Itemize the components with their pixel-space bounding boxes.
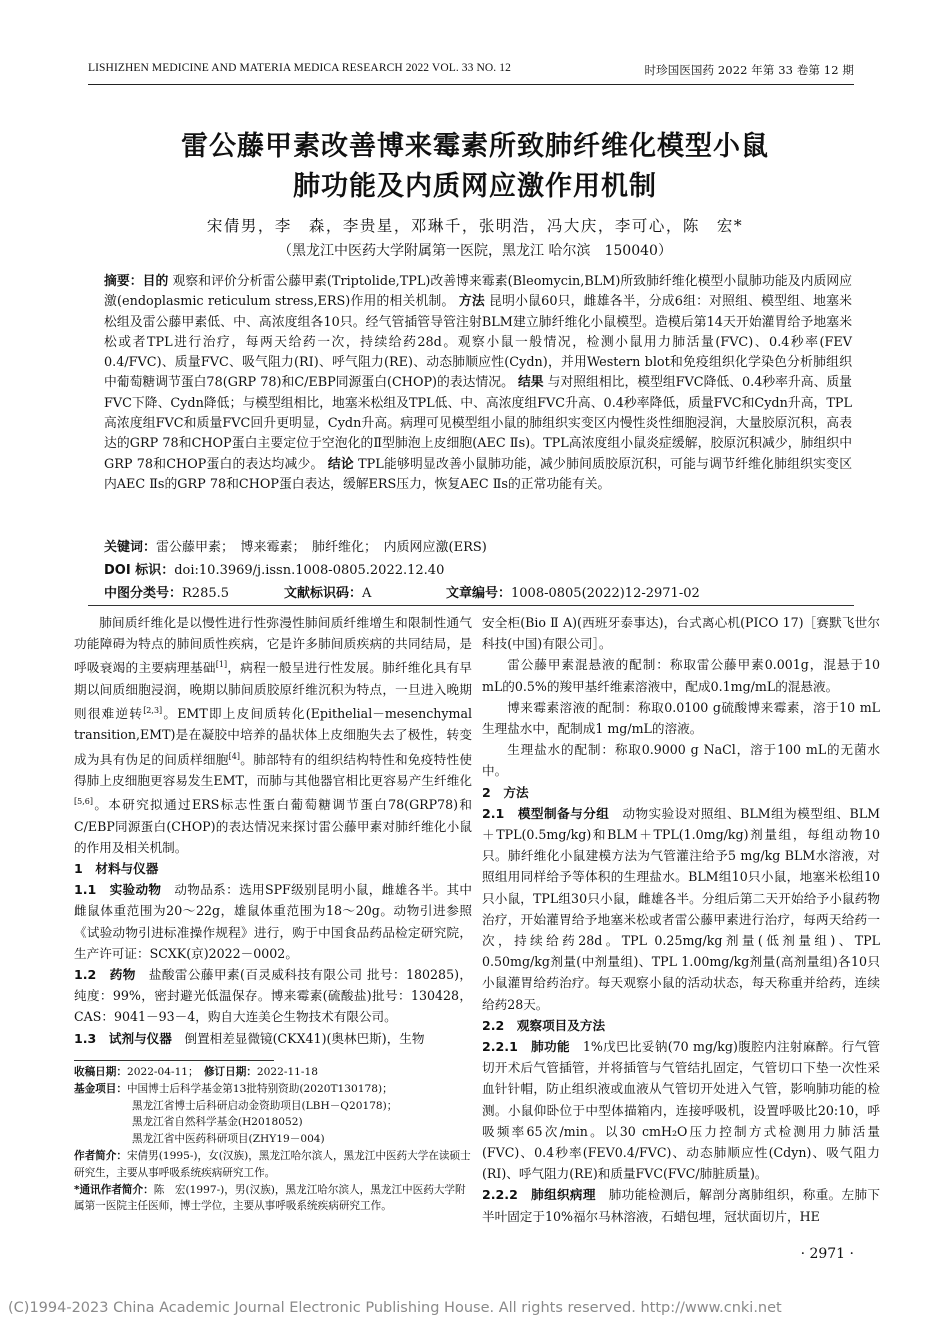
section-1-2: 1.2 药物 盐酸雷公藤甲素(百灵威科技有限公司 批号：180285)，纯度：99%，密封避光低温保存。博来霉素(硫酸盐)批号：130428，CAS：9041－93－4，购自大连美仑生物技术有限公司。 bbox=[74, 967, 473, 1025]
header-rule bbox=[88, 84, 854, 85]
article-number-label: 文章编号： bbox=[446, 586, 512, 601]
doc-code-label: 文献标识码： bbox=[284, 586, 363, 601]
paragraph: 雷公藤甲素混悬液的配制：称取雷公藤甲素0.001g，混悬于10 mL的0.5%的羧甲基纤维素溶液中，配成0.1mg/mL的混悬液。 bbox=[482, 657, 880, 694]
copyright-footer: (C)1994-2023 China Academic Journal Electronic Publishing House. All rights reserved. http://www.cnki.net bbox=[8, 1300, 782, 1316]
abstract-results-label: 结果 bbox=[517, 375, 544, 391]
abstract bbox=[104, 272, 852, 495]
received-dates: 收稿日期：2022-04-11； 修订日期：2022-11-18 bbox=[74, 1066, 318, 1078]
page-number: · 2971 · bbox=[800, 1246, 854, 1262]
section-1-3-heading: 1.3 试剂与仪器 bbox=[74, 1030, 172, 1046]
abstract-purpose: 观察和评价分析雷公藤甲素(Triptolide,TPL)改善博来霉素(Bleomycin,BLM)所致肺纤维化模型小鼠肺功能及内质网应激(endoplasmic reticulum stress,ERS)作用的相关机制。 bbox=[104, 274, 852, 310]
citation[interactable]: [1] bbox=[215, 660, 228, 670]
doi bbox=[104, 559, 444, 578]
section-1-2-heading: 1.2 药物 bbox=[74, 967, 136, 982]
abstract-purpose-label: 目的 bbox=[142, 274, 169, 289]
author-bio: 作者简介：宋倩男(1995-)，女(汉族)，黑龙江哈尔滨人，黑龙江中医药大学在读硕士研究生，主要从事呼吸系统疾病研究工作。 bbox=[74, 1149, 471, 1179]
abstract-conclusion-label: 结论 bbox=[327, 456, 354, 472]
abstract-methods-label: 方法 bbox=[458, 294, 485, 310]
clc-label: 中图分类号： bbox=[104, 586, 183, 601]
section-2-1-heading: 2.1 模型制备与分组 bbox=[482, 805, 610, 821]
fund-project-item: 黑龙江省博士后科研启动金资助项目(LBH－Q20178)； bbox=[132, 1099, 398, 1112]
fund-project-item: 黑龙江省自然科学基金(H2018052) bbox=[132, 1116, 303, 1129]
body-column-right bbox=[482, 612, 880, 1227]
clc-value: R285.5 bbox=[182, 586, 230, 601]
intro-paragraph: 肺间质纤维化是以慢性进行性弥漫性肺间质纤维增生和限制性通气功能障碍为特点的肺间质性疾病，它是许多肺间质疾病的共同结局，是呼吸衰竭的主要病理基础[1]，病程一般呈进行性发展。肺纤维化具有早期以间质细胞浸润，晚期以肺间质胶原纤维沉积为特点，一旦进入晚期则很难逆转[2,3]。EMT即上皮间质转化(Epithelial－mesenchymal transition,EMT)是在凝胶中培养的晶状体上皮细胞失去了极性，转变成为具有伪足的间质样细胞[4]。肺部特有的组织结构特性和免疫特性使得肺上皮细胞更容易发生EMT，而肺与其他器官相比更容易产生纤维化[5,6]。本研究拟通过ERS标志性蛋白葡萄糖调节蛋白78(GRP78)和C/EBP同源蛋白(CHOP)的表达情况来探讨雷公藤甲素对肺纤维化小鼠的作用及相关机制。 bbox=[74, 615, 473, 855]
doc-code-value: A bbox=[362, 586, 372, 601]
abstract-divider bbox=[88, 605, 854, 606]
paragraph: 博来霉素溶液的配制：称取0.0100 g硫酸博来霉素，溶于10 mL生理盐水中，配制成1 mg/mL的溶液。 bbox=[482, 699, 880, 737]
keywords-value: 雷公藤甲素； 博来霉素； 肺纤维化； 内质网应激(ERS) bbox=[156, 540, 487, 555]
running-header-chinese: 时珍国医国药 2022 年第 33 卷第 12 期 bbox=[644, 63, 854, 77]
keywords-label: 关键词： bbox=[104, 540, 157, 555]
article-title-line-2: 肺功能及内质网应激作用机制 bbox=[293, 171, 657, 202]
running-header-english: LISHIZHEN MEDICINE AND MATERIA MEDICA RESEARCH 2022 VOL. 33 NO. 12 bbox=[88, 62, 511, 74]
paragraph: 安全柜(Bio Ⅱ A)(西班牙泰事达)，台式离心机(PICO 17)［赛默飞世尔科技(中国)有限公司］。 bbox=[482, 615, 880, 652]
abstract-conclusion: TPL能够明显改善小鼠肺功能，减少肺间质胶原沉积，可能与调节纤维化肺组织实变区内AEC Ⅱs的GRP 78和CHOP蛋白表达，缓解ERS压力，恢复AEC Ⅱs的正常功能有关。 bbox=[104, 456, 852, 492]
citation[interactable]: [5,6] bbox=[74, 797, 93, 807]
fund-project: 基金项目：中国博士后科学基金第13批特别资助(2020T130178)； bbox=[74, 1082, 393, 1095]
article-title-line-1: 雷公藤甲素改善博来霉素所致肺纤维化模型小鼠 bbox=[181, 131, 769, 162]
corresponding-author-bio: *通讯作者简介：陈 宏(1997-)，男(汉族)，黑龙江哈尔滨人，黑龙江中医药大学附属第一医院主任医师，博士学位，主要从事呼吸系统疾病研究工作。 bbox=[74, 1183, 466, 1213]
abstract-label: 摘要： bbox=[104, 274, 143, 289]
citation[interactable]: [4] bbox=[228, 751, 241, 761]
section-2-1: 2.1 模型制备与分组 动物实验设对照组、BLM组为模型组、BLM＋TPL(0.5mg/kg)和BLM＋TPL(1.0mg/kg)剂量组，每组动物10只。肺纤维化小鼠建模方法为气管灌注给予5 mg/kg BLM水溶液，对照组用同样给予等体积的生理盐水。BLM组10只小鼠，地塞米松组10只小鼠，TPL组30只小鼠，雌雄各半。分组后第二天开始给予小鼠药物治疗，开始灌胃给予地塞米松或者雷公藤甲素进行治疗，每两天给药一次，持续给药28d。TPL 0.25mg/kg剂量(低剂量组)、TPL 0.50mg/kg剂量(中剂量组)、TPL 1.00mg/kg剂量(高剂量组)各10只小鼠灌胃给药治疗。每天观察小鼠的活动状态，每天称重并给药，连续给药28天。 bbox=[482, 805, 881, 1012]
citation[interactable]: [2,3] bbox=[143, 706, 163, 715]
fund-project-item: 黑龙江省中医药科研项目(ZHY19－004) bbox=[132, 1133, 325, 1146]
doi-value[interactable]: doi:10.3969/j.issn.1008-0805.2022.12.40 bbox=[174, 563, 445, 578]
body-column-left bbox=[74, 612, 472, 1049]
section-2-2-2-heading: 2.2.2 肺组织病理 bbox=[482, 1187, 596, 1203]
section-heading-1: 1 材料与仪器 bbox=[74, 860, 159, 876]
abstract-methods: 昆明小鼠60只，雌雄各半，分成6组：对照组、模型组、地塞米松组及雷公藤甲素低、中、高浓度组各10只。经气管插管导管注射BLM建立肺纤维化小鼠模型。造模后第14天开始灌胃给予地塞米松或者TPL进行治疗，每两天给药一次，持续给药28d。观察小鼠一般情况，检测小鼠用力肺活量(FVC)、0.4秒率(FEV 0.4/FVC)、质量FVC、吸气阻力(RI)、呼气阻力(RE)、动态肺顺应性(Cydn)，并用Western blot和免疫组织化学染色分析肺组织中葡萄糖调节蛋白78(GRP 78)和C/EBP同源蛋白(CHOP)的表达情况。 bbox=[104, 294, 852, 391]
doi-label: DOI 标识： bbox=[104, 563, 175, 578]
section-2-2-1: 2.2.1 肺功能 1%戊巴比妥钠(70 mg/kg)腹腔内注射麻醉。行气管切开术后气管插管，并将插管与气管结扎固定，气管切口下垫一次性采血针针帽，防止组织液或血液从气管切开处进入气管，影响肺功能的检测。小鼠仰卧位于中型体描箱内，连接呼吸机，设置呼吸比20:10，呼吸频率65次/min。以30 cmH₂O压力控制方式检测用力肺活量(FVC)、0.4秒率(FEV0.4/FVC)、动态肺顺应性(Cdyn)、吸气阻力(RI)、呼气阻力(RE)和质量FVC(FVC/肺脏质量)。 bbox=[482, 1039, 881, 1182]
affiliation: （黑龙江中医药大学附属第一医院，黑龙江 哈尔滨 150040） bbox=[278, 243, 672, 259]
classification bbox=[104, 582, 700, 601]
section-heading-2: 2 方法 bbox=[482, 784, 529, 800]
footnote-rule bbox=[74, 1060, 274, 1061]
abstract-results: 与对照组相比，模型组FVC降低、0.4秒率升高、质量FVC下降、Cydn降低；与模型组相比，地塞米松组及TPL低、中、高浓度组FVC升高、0.4秒率降低，质量FVC和Cydn升高，TPL高浓度组FVC和质量FVC回升更明显，Cydn升高。病理可见模型组小鼠的肺组织实变区内慢性炎性细胞浸润，大量胶原沉积，高表达的GRP 78和CHOP蛋白主要定位于空泡化的Ⅱ型肺泡上皮细胞(AEC Ⅱs)。TPL高浓度组小鼠炎症缓解，胶原沉积减少，肺组织中GRP 78和CHOP蛋白的表达均减少。 bbox=[104, 375, 852, 472]
footnotes bbox=[74, 1064, 472, 1215]
paragraph: 生理盐水的配制：称取0.9000 g NaCl，溶于100 mL的无菌水中。 bbox=[482, 742, 880, 779]
section-2-2-1-heading: 2.2.1 肺功能 bbox=[482, 1039, 570, 1055]
author-list: 宋倩男，李 森，李贵星，邓琳千，张明浩，冯大庆，李可心，陈 宏* bbox=[206, 217, 744, 235]
section-1-1: 1.1 实验动物 动物品系：选用SPF级别昆明小鼠，雌雄各半。其中雌鼠体重范围为20～22g，雄鼠体重范围为18～20g。动物引进参照《试验动物引进标准操作规程》进行，购于中国食品药品检定研究院，生产许可证：SCXK(京)2022－0002。 bbox=[74, 882, 473, 961]
keywords bbox=[104, 536, 487, 555]
article-number-value: 1008-0805(2022)12-2971-02 bbox=[511, 586, 700, 601]
section-2-2-2: 2.2.2 肺组织病理 肺功能检测后，解剖分离肺组织，称重。左肺下半叶固定于10%福尔马林溶液，石蜡包埋，冠状面切片，HE bbox=[482, 1187, 881, 1224]
section-2-2-heading: 2.2 观察项目及方法 bbox=[482, 1017, 606, 1033]
section-1-3: 1.3 试剂与仪器 倒置相差显微镜(CKX41)(奥林巴斯)，生物 bbox=[74, 1030, 425, 1046]
section-1-1-heading: 1.1 实验动物 bbox=[74, 882, 162, 898]
